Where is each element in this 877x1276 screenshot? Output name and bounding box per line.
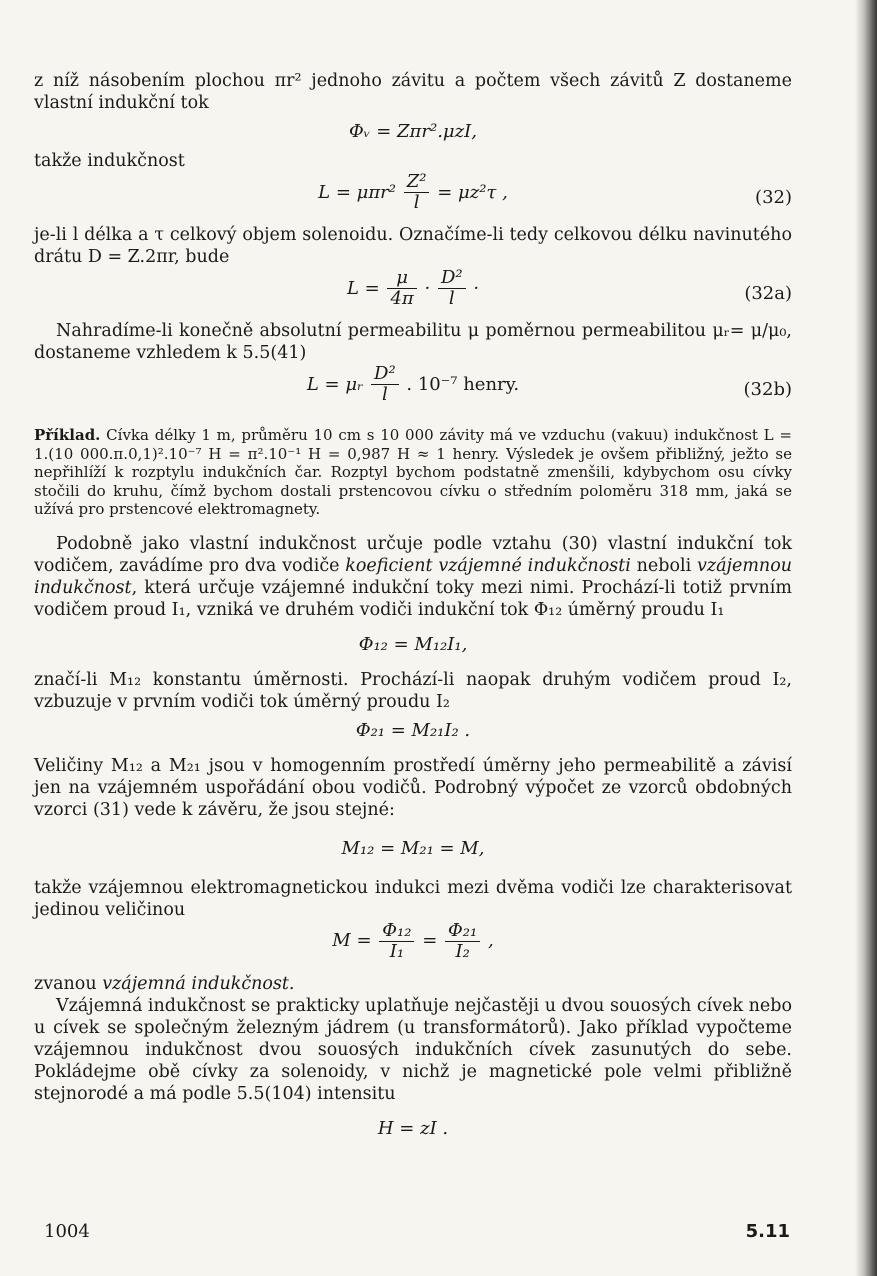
paragraph-practical-use: Vzájemná indukčnost se prakticky uplatňuje nejčastěji u dvou souosých cívek nebo u cívek se společným železným jádrem (u transformátorů). Jako příklad vypočteme vzájemnou indukčnost dvou souosých indukčních cívek zasunutých do sebe. Pokládejme obě cívky za solenoidy, v nichž je magnetické pole velmi přibližně stejnorodé a má podle 5.5(104) intensitu <box>34 995 793 1104</box>
equation-32a-fraction-1 <box>387 268 416 309</box>
equation-32b-denominator: l <box>381 384 388 405</box>
equation-32b-left: L = μᵣ <box>306 373 364 395</box>
equation-m-equal-text: M₁₂ = M₂₁ = M, <box>341 837 485 859</box>
paragraph-single-quantity: takže vzájemnou elektromagnetickou indukci mezi dvěma vodiči lze charakterisovat jedinou veličinou <box>34 877 792 920</box>
equation-phi12 <box>34 627 792 663</box>
equation-32-tag: (32) <box>755 187 792 208</box>
equation-32a-f2-numerator: D² <box>438 268 466 289</box>
paragraph-quantities-equal: Veličiny M₁₂ a M₂₁ jsou v homogenním prostředí úměrny jeho permeabilitě a závisí jen na vzájemném uspořádání obou vodičů. Podrobný výpočet ze vzorců obdobných vzorci (31) vede k závěru, že jsou stejné: <box>34 755 792 820</box>
paragraph-m12-constant: značí-li M₁₂ konstantu úměrnosti. Prochází-li naopak druhým vodičem proud I₂, vzbuzuje v prvním vodiči tok úměrný proudu I₂ <box>34 669 792 712</box>
equation-32-fraction <box>404 172 430 213</box>
equation-32-numerator: Z² <box>404 172 430 193</box>
equation-32a-f1-denominator: 4π <box>390 288 414 309</box>
p5-term-coefficient: koeficient vzájemné indukčnosti <box>345 555 631 576</box>
equation-m-f2-denominator: I₂ <box>455 940 470 962</box>
equation-32b <box>34 364 792 416</box>
equation-m-equal <box>34 831 792 867</box>
equation-32a-tag: (32a) <box>744 283 792 304</box>
equation-32a-right: · <box>473 277 480 299</box>
equation-m-f1-numerator: Φ₁₂ <box>379 921 414 942</box>
equation-32a-f2-denominator: l <box>448 288 455 309</box>
equation-m-left: M = <box>332 930 372 951</box>
paragraph-mutual-inductance-intro <box>34 533 792 621</box>
page-number: 1004 <box>44 1221 90 1242</box>
p5-term-mutual: vzájemnou indukčnost <box>34 555 793 598</box>
equation-intensity <box>34 1111 792 1147</box>
equation-phi21-text: Φ₂₁ = M₂₁I₂ . <box>355 719 471 741</box>
equation-32a-mid: · <box>424 277 431 299</box>
p9-term: vzájemná indukčnost. <box>102 973 295 994</box>
p5-part-c: neboli <box>630 555 698 576</box>
example-label: Příklad. <box>34 426 101 444</box>
equation-32b-tag: (32b) <box>743 379 792 400</box>
paragraph-wire-length: je-li l délka a τ celkový objem solenoidu. Označíme-li tedy celkovou délku navinutého drátu D = Z.2πr, bude <box>34 225 792 267</box>
equation-32a-left: L = <box>346 277 380 299</box>
equation-32 <box>34 172 792 224</box>
equation-32a-f1-numerator: μ <box>387 268 416 289</box>
example-paragraph <box>34 426 792 519</box>
equation-32a-fraction-2 <box>438 268 466 309</box>
equation-phi21 <box>34 713 792 749</box>
equation-m-f1-denominator: I₁ <box>389 940 405 962</box>
equation-phi12-text: Φ₁₂ = M₁₂I₁, <box>358 633 468 655</box>
equation-m-fraction-2 <box>445 921 480 962</box>
equation-32b-numerator: D² <box>371 364 399 385</box>
equation-32b-right: . 10⁻⁷ henry. <box>406 373 520 395</box>
page-content <box>34 70 792 1147</box>
paragraph-inductance-intro: takže indukčnost <box>34 151 185 171</box>
equation-intensity-text: H = zI . <box>377 1117 449 1139</box>
paragraph-called <box>34 973 792 995</box>
equation-32-right: = μz²τ , <box>437 181 508 203</box>
equation-m-mid: = <box>422 930 438 951</box>
example-text: Cívka délky 1 m, průměru 10 cm s 10 000 závity má ve vzduchu (vakuu) indukčnost L = 1.(10 000.π.0,1)².10⁻⁷ H = π².10⁻¹ H = 0,987 H ≈ 1 henry. Výsledek je ovšem přibližný, ježto se nepřihlíží k rozptylu indukčních čar. Rozptyl bychom podstatně zmenšili, kdybychom osu cívky stočili do kruhu, čímž bychom dostali prstencovou cívku o středním poloměru 318 mm, jaká se užívá pro prstencové elektromagnety. <box>34 426 792 518</box>
equation-flux <box>34 114 792 150</box>
equation-flux-text: Φᵥ = Zπr².μzI, <box>349 121 477 142</box>
equation-32b-fraction <box>371 364 399 405</box>
section-number: 5.11 <box>745 1221 790 1242</box>
equation-m-f2-numerator: Φ₂₁ <box>445 921 480 942</box>
paragraph-flux-intro: z níž násobením plochou πr² jednoho závitu a počtem všech závitů Z dostaneme vlastní indukční tok <box>34 71 792 113</box>
page-edge-shadow <box>855 0 877 1276</box>
equation-32a <box>34 268 792 320</box>
equation-m-right: , <box>487 930 494 951</box>
equation-32-denominator: l <box>413 192 420 213</box>
equation-m-fraction-1 <box>379 921 414 962</box>
paragraph-relative-permeability: Nahradíme-li konečně absolutní permeabilitu μ poměrnou permeabilitou μᵣ= μ/μ₀, dostaneme vzhledem k 5.5(41) <box>34 321 792 363</box>
p5-part-e: , která určuje vzájemné indukční toky mezi nimi. Prochází-li totiž prvním vodičem proud I₁, vzniká ve druhém vodiči indukční tok Φ₁₂ úměrný proudu I₁ <box>34 577 792 620</box>
p9-part-a: zvanou <box>34 973 103 994</box>
equation-32-left: L = μπr² <box>318 181 396 203</box>
equation-m-definition <box>34 921 792 973</box>
p5-part-a: Podobně jako vlastní indukčnost určuje podle vztahu (30) vlastní indukční tok vodičem, zavádíme pro dva vodiče <box>34 533 792 576</box>
